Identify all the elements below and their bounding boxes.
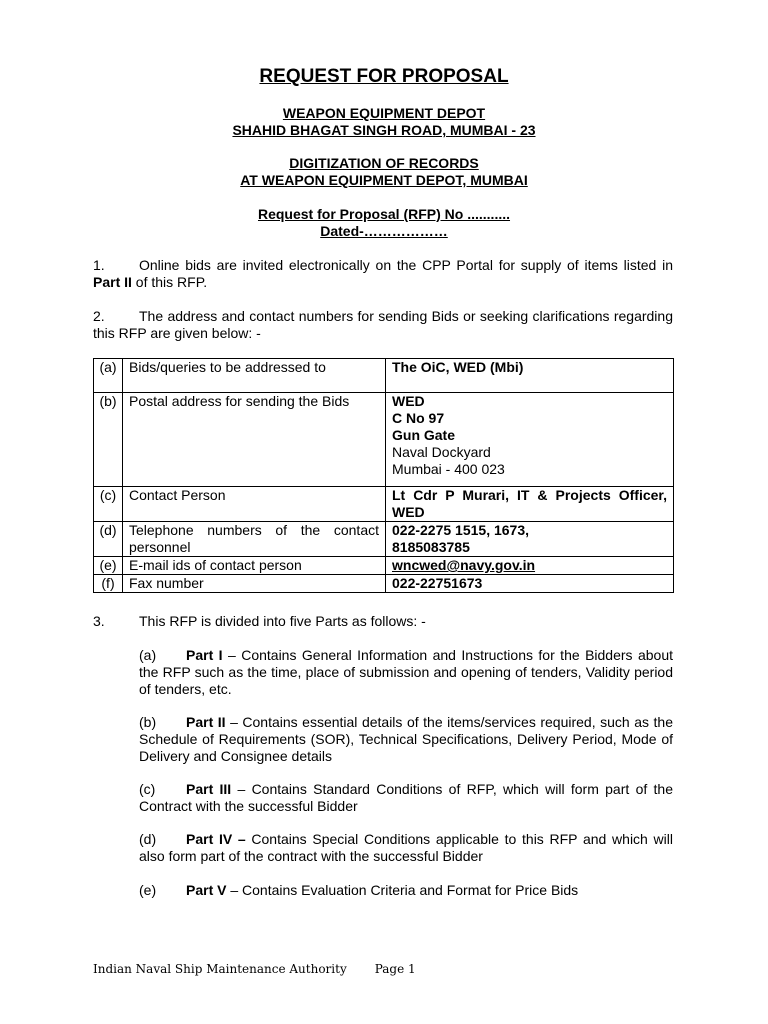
footer-org: Indian Naval Ship Maintenance Authority [93, 962, 347, 976]
paragraph-number: 3. [93, 613, 105, 629]
paragraph-3: 3. This RFP is divided into five Parts as follows: - [93, 613, 426, 629]
row-field: Postal address for sending the Bids [123, 393, 386, 487]
row-field: E-mail ids of contact person [123, 557, 386, 575]
part-item-e: (e) Part V – Contains Evaluation Criteria and Format for Price Bids [139, 882, 579, 898]
row-field: Bids/queries to be addressed to [123, 359, 386, 393]
row-field: Fax number [123, 575, 386, 593]
part-item-d: (d) Part IV – Contains Special Conditions applicable to this RFP and which will also form part of the contract with the successful Bidder [139, 831, 673, 864]
table-row [94, 522, 674, 557]
org-line-2: SHAHID BHAGAT SINGH ROAD, MUMBAI - 23 [232, 122, 536, 138]
row-value: WED C No 97 Gun Gate Naval Dockyard Mumbai - 400 023 [386, 393, 674, 487]
row-value: 022-22751673 [386, 575, 674, 593]
table-row [94, 557, 674, 575]
row-value: 022-2275 1515, 1673, 8185083785 [386, 522, 674, 557]
paragraph-number: 1. [93, 257, 105, 273]
org-line-1: WEAPON EQUIPMENT DEPOT [282, 105, 486, 121]
row-value: The OiC, WED (Mbi) [386, 359, 674, 393]
row-value: Lt Cdr P Murari, IT & Projects Officer, WED [386, 487, 674, 522]
page-footer [93, 962, 444, 976]
subject-line-2: AT WEAPON EQUIPMENT DEPOT, MUMBAI [240, 172, 528, 188]
part-item-a: (a) Part I – Contains General Information and Instructions for the Bidders about the RFP such as the time, place of submission and opening of tenders, Validity period of tenders, etc. [139, 647, 673, 697]
row-label: (b) [94, 393, 123, 487]
paragraph-1: 1. Online bids are invited electronically on the CPP Portal for supply of items listed in Part II of this RFP. [93, 257, 673, 290]
row-label: (f) [94, 575, 123, 593]
table-row [94, 359, 674, 393]
part-item-c: (c) Part III – Contains Standard Conditions of RFP, which will form part of the Contract with the successful Bidder [139, 781, 673, 814]
row-label: (e) [94, 557, 123, 575]
contact-table [93, 358, 674, 593]
part-item-b: (b) Part II – Contains essential details of the items/services required, such as the Schedule of Requirements (SOR), Technical Specifications, Delivery Period, Mode of Delivery and Consignee details [139, 714, 673, 764]
email-link[interactable]: wncwed@navy.gov.in [392, 557, 536, 573]
table-row [94, 575, 674, 593]
row-label: (c) [94, 487, 123, 522]
rfp-number: Request for Proposal (RFP) No ........... [257, 206, 511, 222]
subject-line-1: DIGITIZATION OF RECORDS [289, 155, 479, 171]
row-label: (d) [94, 522, 123, 557]
page-title: REQUEST FOR PROPOSAL [259, 66, 509, 87]
table-row [94, 487, 674, 522]
rfp-dated: Dated-……………… [320, 223, 448, 239]
row-label: (a) [94, 359, 123, 393]
page-number: Page 1 [374, 962, 416, 976]
row-field: Contact Person [123, 487, 386, 522]
row-value [386, 557, 674, 575]
row-field: Telephone numbers of the contact personnel [123, 522, 386, 557]
table-row [94, 393, 674, 487]
paragraph-number: 2. [93, 308, 105, 324]
paragraph-2: 2. The address and contact numbers for sending Bids or seeking clarifications regarding this RFP are given below: - [93, 308, 673, 341]
